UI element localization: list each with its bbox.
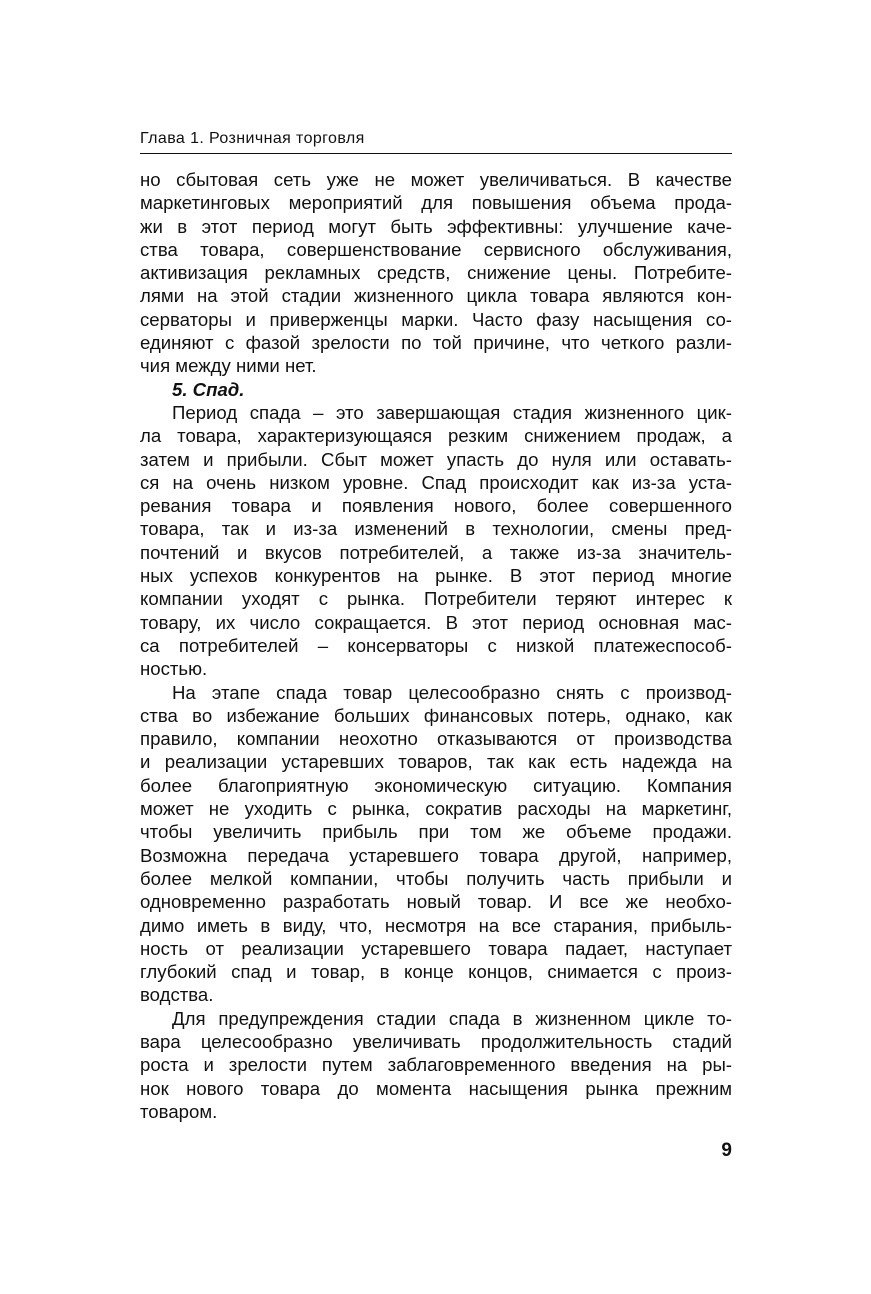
text-line: ся на очень низком уровне. Спад происходит как из-за уста- <box>140 471 732 493</box>
text-line: са потребителей – консерваторы с низкой платежеспособ- <box>140 634 732 656</box>
text-line: активизация рекламных средств, снижение цены. Потребите- <box>140 262 732 284</box>
paragraph-2 <box>140 401 732 681</box>
text-line: вара целесообразно увеличивать продолжительность стадий <box>140 1030 732 1052</box>
text-line: лями на этой стадии жизненного цикла товара являются кон- <box>140 285 732 307</box>
text-line: серваторы и приверженцы марки. Часто фазу насыщения со- <box>140 308 732 330</box>
page-number: 9 <box>721 1140 732 1161</box>
text-line: может не уходить с рынка, сократив расходы на маркетинг, <box>140 798 732 820</box>
text-line: чия между ними нет. <box>140 355 317 377</box>
text-line: ства товара, совершенствование сервисного обслуживания, <box>140 238 732 260</box>
text-line: ства во избежание больших финансовых потерь, однако, как <box>140 704 732 726</box>
text-line: роста и зрелости путем заблаговременного введения на ры- <box>140 1054 732 1076</box>
text-line: более мелкой компании, чтобы получить часть прибыли и <box>140 867 732 889</box>
text-line: правило, компании неохотно отказываются от производства <box>140 728 732 750</box>
text-line: компании уходят с рынка. Потребители теряют интерес к <box>140 588 732 610</box>
text-line: более благоприятную экономическую ситуацию. Компания <box>140 774 732 796</box>
text-line: одновременно разработать новый товар. И все же необхо- <box>140 891 732 913</box>
text-line: водства. <box>140 984 214 1006</box>
body-text <box>140 168 732 1123</box>
text-line: ностью. <box>140 658 208 680</box>
text-line: маркетинговых мероприятий для повышения объема прода- <box>140 192 732 214</box>
text-line: ных успехов конкурентов на рынке. В этот период многие <box>140 565 732 587</box>
text-line: ревания товара и появления нового, более совершенного <box>140 495 732 517</box>
text-line: Период спада – это завершающая стадия жизненного цик- <box>172 401 732 423</box>
text-line: ность от реализации устаревшего товара падает, наступает <box>140 937 732 959</box>
text-line: чтобы увеличить прибыль при том же объеме продажи. <box>140 821 732 843</box>
text-line: товара, так и из-за изменений в технологии, смены пред- <box>140 518 732 540</box>
section-heading-block <box>140 378 732 401</box>
text-line: товару, их число сокращается. В этот период основная мас- <box>140 611 732 633</box>
text-line: Для предупреждения стадии спада в жизненном цикле то- <box>172 1007 732 1029</box>
text-line: товаром. <box>140 1100 218 1122</box>
text-line: затем и прибыли. Сбыт может упасть до нуля или оставать- <box>140 448 732 470</box>
text-line: нок нового товара до момента насыщения рынка прежним <box>140 1077 732 1099</box>
text-line: На этапе спада товар целесообразно снять с производ- <box>172 681 732 703</box>
text-line: глубокий спад и товар, в конце концов, снимается с произ- <box>140 961 732 983</box>
text-line: димо иметь в виду, что, несмотря на все старания, прибыль- <box>140 914 732 936</box>
text-line: но сбытовая сеть уже не может увеличиваться. В качестве <box>140 169 732 190</box>
paragraph-1 <box>140 168 732 378</box>
text-line: единяют с фазой зрелости по той причине, что четкого разли- <box>140 332 732 354</box>
paragraph-3 <box>140 681 732 1007</box>
paragraph-4 <box>140 1007 732 1123</box>
book-page <box>140 128 732 1161</box>
text-line: и реализации устаревших товаров, так как есть надежда на <box>140 751 732 773</box>
text-line: жи в этот период могут быть эффективны: улучшение каче- <box>140 215 732 237</box>
text-line: ла товара, характеризующаяся резким снижением продаж, а <box>140 425 732 447</box>
running-head: Глава 1. Розничная торговля <box>140 128 732 154</box>
text-line: почтений и вкусов потребителей, а также из-за значитель- <box>140 541 732 563</box>
text-line: Возможна передача устаревшего товара другой, например, <box>140 844 732 866</box>
section-heading: 5. Спад. <box>172 378 245 400</box>
